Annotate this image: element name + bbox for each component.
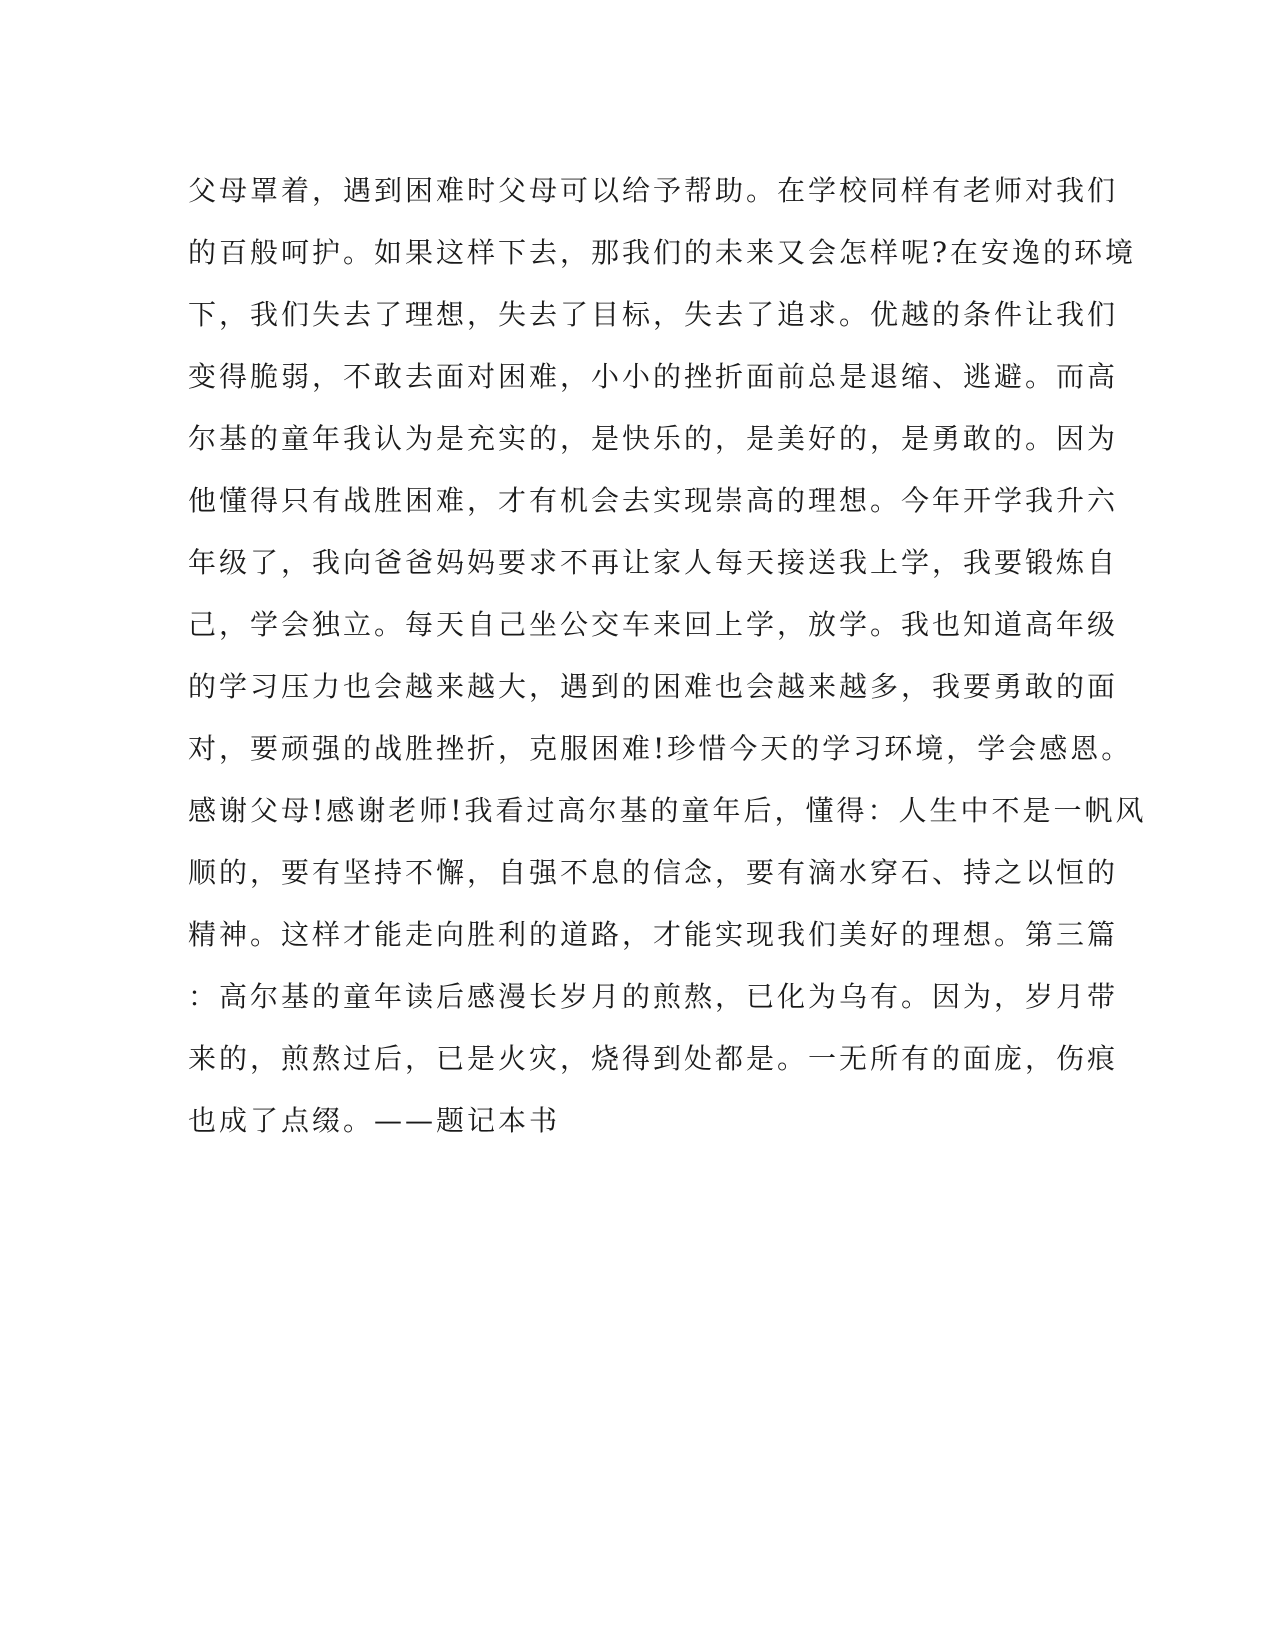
text-line: 的百般呵护。如果这样下去，那我们的未来又会怎样呢?在安逸的环境 [188, 236, 1137, 269]
text-line: 也成了点缀。——题记本书 [188, 1104, 561, 1137]
text-line: 来的，煎熬过后，已是火灾，烧得到处都是。一无所有的面庞，伤痕 [188, 1042, 1119, 1075]
text-line: 己，学会独立。每天自己坐公交车来回上学，放学。我也知道高年级 [188, 608, 1119, 641]
text-line: 变得脆弱，不敢去面对困难，小小的挫折面前总是退缩、逃避。而高 [188, 360, 1119, 393]
text-line: 下，我们失去了理想，失去了目标，失去了追求。优越的条件让我们 [188, 298, 1119, 331]
text-line: 尔基的童年我认为是充实的，是快乐的，是美好的，是勇敢的。因为 [188, 422, 1119, 455]
text-line: 父母罩着，遇到困难时父母可以给予帮助。在学校同样有老师对我们 [188, 174, 1119, 207]
text-line: 他懂得只有战胜困难，才有机会去实现崇高的理想。今年开学我升六 [188, 484, 1119, 517]
text-line: ：高尔基的童年读后感漫长岁月的煎熬，已化为乌有。因为，岁月带 [188, 980, 1119, 1013]
text-line: 年级了，我向爸爸妈妈要求不再让家人每天接送我上学，我要锻炼自 [188, 546, 1119, 579]
text-line: 感谢父母!感谢老师!我看过高尔基的童年后，懂得：人生中不是一帆风 [188, 794, 1147, 827]
text-line: 精神。这样才能走向胜利的道路，才能实现我们美好的理想。第三篇 [188, 918, 1119, 951]
text-line: 对，要顽强的战胜挫折，克服困难!珍惜今天的学习环境，学会感恩。 [188, 732, 1133, 765]
text-line: 的学习压力也会越来越大，遇到的困难也会越来越多，我要勇敢的面 [188, 670, 1119, 703]
text-line: 顺的，要有坚持不懈，自强不息的信念，要有滴水穿石、持之以恒的 [188, 856, 1119, 889]
body-text [188, 160, 1147, 1152]
